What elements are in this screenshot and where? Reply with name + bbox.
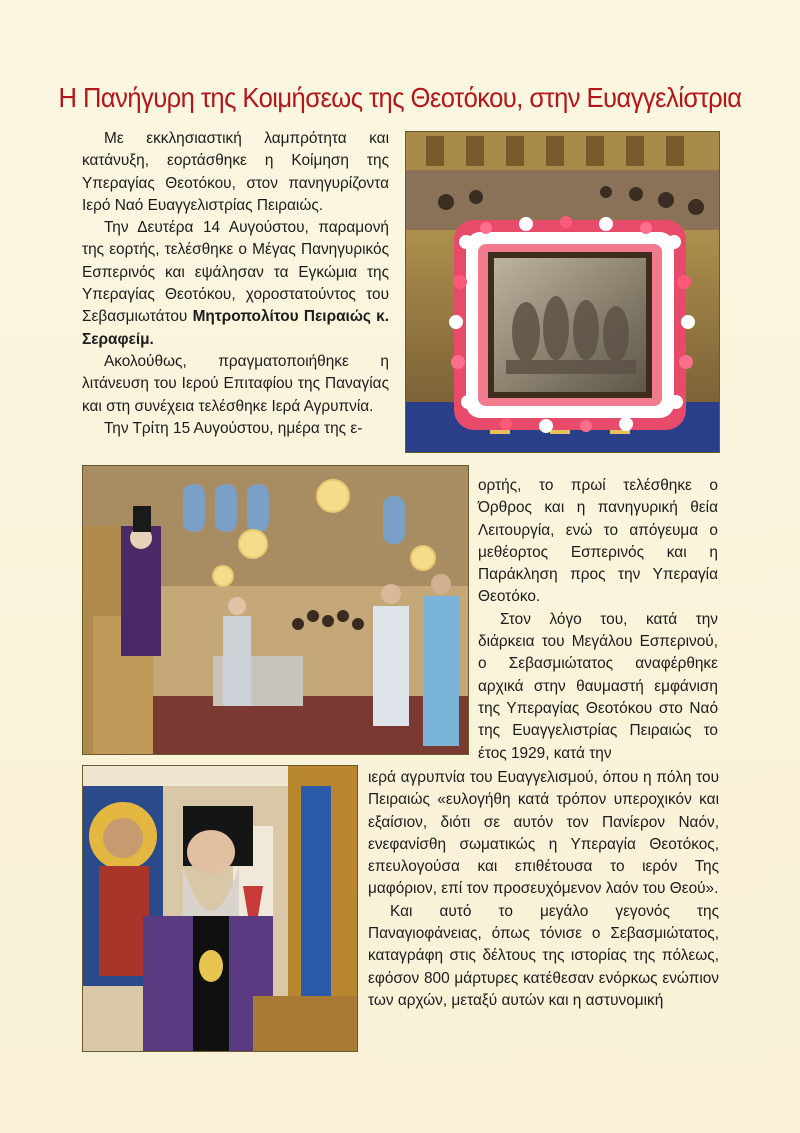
paragraph: Και αυτό το μεγάλο γεγονός της Παναγιοφάνειας, όπως τόνισε ο Σεβασμιώτατος, καταγράφη στις δέλτους της ιστορίας της πόλεως, εφόσον 800 μάρτυρες κατέθεσαν ενόρκως ενώπιον των αρχών, μεταξύ αυτών και η αστυνομική (368, 902, 719, 1009)
paragraph: ορτής, το πρωί τελέσθηκε ο Όρθρος και η πανηγυρική θεία Λειτουργία, ενώ το απόγευμα ο μεθέορτος Εσπερινός και η Παράκληση προς την Υπεραγία Θεοτόκο. (478, 477, 718, 606)
article-title: Η Πανήγυρη της Κοιμήσεως της Θεοτόκου, στην Ευαγγελίστρια (58, 82, 742, 113)
metropolitan-portrait-photo (82, 765, 358, 1052)
epitaph-icon-photo (405, 131, 720, 453)
paragraph-text: Την Δευτέρα 14 Αυγούστου, παραμονή της εορτής, τελέσθηκε ο Μέγας Πανηγυρικός Εσπερινός και εψάλησαν τα Εγκώμια της Υπεραγίας Θεοτόκου, χοροστατούντος του Σεβασμιωτάτου (82, 219, 389, 326)
text-column-3 (368, 767, 719, 1012)
church-service-photo (82, 465, 469, 755)
metropolitan-name: Μητροπολίτου Πειραιώς κ. Σεραφείμ. (82, 308, 389, 348)
metropolitan-portrait-drawing (83, 766, 358, 1052)
text-column-2 (478, 475, 718, 765)
paragraph: Στον λόγο του, κατά την διάρκεια του Μεγάλου Εσπερινού, ο Σεβασμιώτατος αναφέρθηκε αρχικά στην θαυμαστή εμφάνιση της Υπεραγίας Θεοτόκου στο Ναό της Ευαγγελιστρίας Πειραιώς το έτος 1929, κατά την (478, 610, 718, 762)
paragraph (82, 217, 389, 351)
paragraph: ιερά αγρυπνία του Ευαγγελισμού, όπου η πόλη του Πειραιώς «ευλογήθη κατά τρόπον υπεροχικόν και εξαίσιον, διότι σε αυτόν τον Πανίερον Ναόν, ενεφανίσθη σωματικώς η Υπεραγία Θεοτόκος, επευλογούσα και επιθέτουσα το ιερόν Της μαφόριον, επί τον προσευχόμενον λαόν του Θεού». (368, 769, 719, 898)
epitaph-photo-drawing (406, 132, 720, 453)
paragraph: Ακολούθως, πραγματοποιήθηκε η λιτάνευση του Ιερού Επιταφίου της Παναγίας και στη συνέχεια τελέσθηκε Ιερά Αγρυπνία. (82, 352, 389, 415)
paragraph: Με εκκλησιαστική λαμπρότητα και κατάνυξη, εορτάσθηκε η Κοίμηση της Υπεραγίας Θεοτόκου, στον πανηγυρίζοντα Ιερό Ναό Ευαγγελιστρίας Πειραιώς. (82, 130, 389, 214)
church-service-drawing (83, 466, 469, 755)
paragraph: Την Τρίτη 15 Αυγούστου, ημέρα της ε- (104, 419, 363, 437)
text-column-1 (82, 128, 389, 440)
